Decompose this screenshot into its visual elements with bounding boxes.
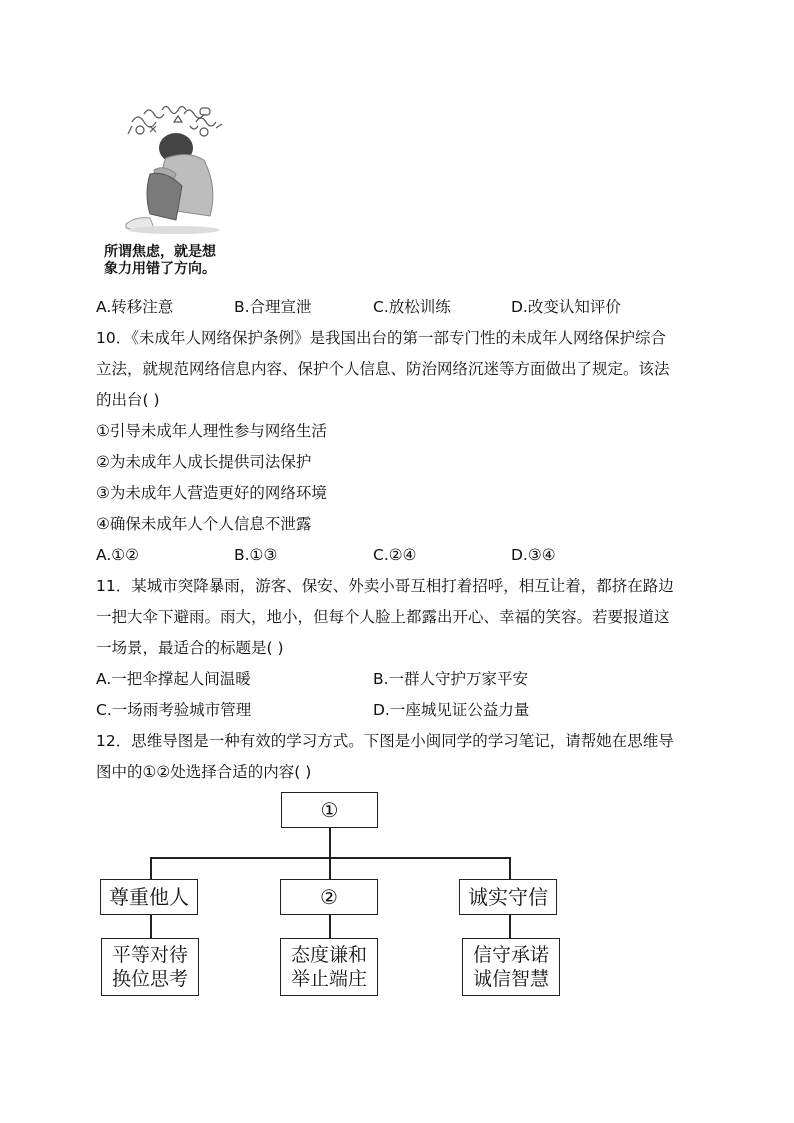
- q10-option-a[interactable]: A.①②: [96, 546, 140, 564]
- mindmap-branch-left: [100, 879, 198, 915]
- mindmap-root-label: ①: [320, 797, 339, 822]
- mind-map-diagram: [90, 788, 570, 1004]
- q10-item-1: ①引导未成年人理性参与网络生活: [96, 422, 327, 440]
- q10-option-b[interactable]: B.①③: [234, 546, 278, 564]
- q11-stem-line-3: 一场景，最适合的标题是( ): [96, 639, 284, 657]
- caption-line-1: 所谓焦虑，就是想: [104, 244, 216, 260]
- leaf-left-line-1: 平等对待: [111, 944, 188, 966]
- q10-stem-line-1: 10．《未成年人网络保护条例》是我国出台的第一部专门性的未成年人网络保护综合: [96, 329, 666, 347]
- q10-item-3: ③为未成年人营造更好的网络环境: [96, 484, 327, 502]
- q11-option-a[interactable]: A.一把伞撑起人间温暖: [96, 670, 251, 688]
- q10-option-c[interactable]: C.②④: [373, 546, 417, 564]
- leaf-middle-line-2: 举止端庄: [290, 968, 367, 990]
- q11-option-c[interactable]: C.一场雨考验城市管理: [96, 701, 252, 719]
- mindmap-leaf-middle: [280, 938, 378, 996]
- q11-option-d[interactable]: D.一座城见证公益力量: [373, 701, 530, 719]
- branch-left-label: 尊重他人: [109, 884, 189, 909]
- q10-stem-line-3: 的出台( ): [96, 391, 160, 409]
- connector-root-down: [329, 828, 331, 858]
- connector-left-down: [150, 857, 152, 880]
- mindmap-leaf-right: [462, 938, 560, 996]
- mindmap-leaf-left: [101, 938, 199, 996]
- sitting-girl-icon: [104, 100, 234, 240]
- q9-option-d[interactable]: D.改变认知评价: [511, 298, 621, 316]
- q12-stem-line-1: 12．思维导图是一种有效的学习方式。下图是小闽同学的学习笔记，请帮她在思维导: [96, 732, 674, 750]
- caption-line-2: 象力用错了方向。: [104, 261, 216, 277]
- connector-left-leaf: [150, 915, 152, 938]
- leaf-right-line-2: 诚信智慧: [472, 968, 549, 990]
- q9-option-c[interactable]: C.放松训练: [373, 298, 451, 316]
- mindmap-branch-middle: [280, 879, 378, 915]
- leaf-right-line-1: 信守承诺: [472, 944, 549, 966]
- branch-right-label: 诚实守信: [468, 884, 548, 909]
- figure-caption: [104, 244, 244, 278]
- q9-option-b[interactable]: B.合理宣泄: [234, 298, 312, 316]
- q10-item-2: ②为未成年人成长提供司法保护: [96, 453, 312, 471]
- connector-middle-leaf: [329, 915, 331, 938]
- connector-right-down: [509, 857, 511, 880]
- q10-option-d[interactable]: D.③④: [511, 546, 556, 564]
- connector-middle-down: [329, 857, 331, 880]
- leaf-left-line-2: 换位思考: [111, 968, 188, 990]
- connector-right-leaf: [509, 915, 511, 938]
- mindmap-branch-right: [459, 879, 557, 915]
- q10-item-4: ④确保未成年人个人信息不泄露: [96, 515, 312, 533]
- q11-stem-line-1: 11．某城市突降暴雨，游客、保安、外卖小哥互相打着招呼，相互让着，都挤在路边: [96, 577, 674, 595]
- q9-option-a[interactable]: A.转移注意: [96, 298, 174, 316]
- mindmap-root-box: [281, 792, 378, 828]
- q12-stem-line-2: 图中的①②处选择合适的内容( ): [96, 763, 312, 781]
- q11-option-b[interactable]: B.一群人守护万家平安: [373, 670, 529, 688]
- leaf-middle-line-1: 态度谦和: [290, 944, 367, 966]
- branch-middle-label: ②: [320, 884, 338, 909]
- q11-stem-line-2: 一把大伞下避雨。雨大，地小，但每个人脸上都露出开心、幸福的笑容。若要报道这: [96, 608, 670, 626]
- q10-stem-line-2: 立法，就规范网络信息内容、保护个人信息、防治网络沉迷等方面做出了规定。该法: [96, 360, 670, 378]
